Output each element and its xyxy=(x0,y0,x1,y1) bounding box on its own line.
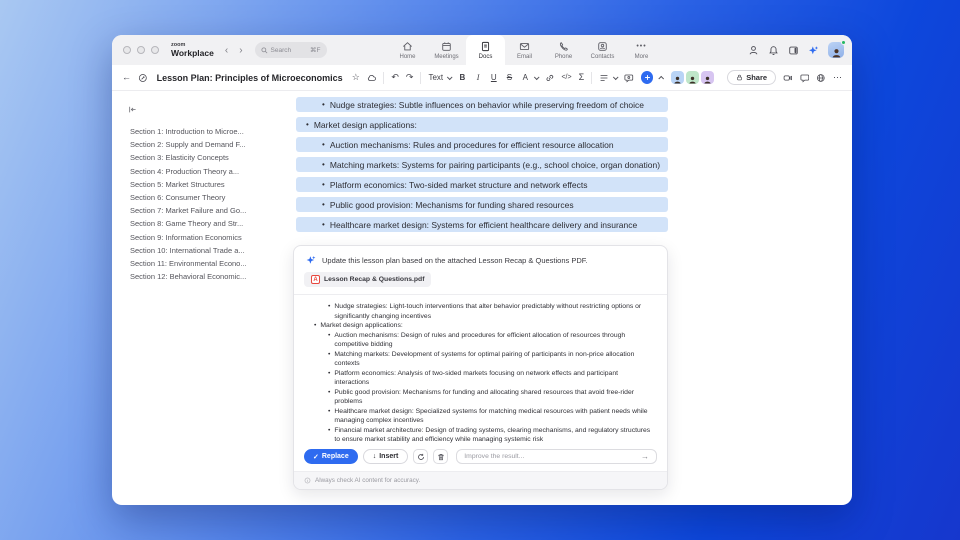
doc-bullet-line[interactable] xyxy=(296,197,668,212)
tab-home-label: Home xyxy=(399,53,416,60)
outline-item[interactable]: Section 11: Environmental Econo... xyxy=(130,259,247,269)
zoom-window-button[interactable] xyxy=(151,46,159,54)
chevron-down-icon xyxy=(447,74,453,80)
search-placeholder: Search xyxy=(270,46,292,54)
workplace-logo-text: Workplace xyxy=(171,47,214,58)
doc-line-text: Public good provision: Mechanisms for funding shared resources xyxy=(329,199,574,210)
plus-icon xyxy=(644,74,651,81)
list-format-dropdown[interactable] xyxy=(599,73,617,83)
bullet-icon: • xyxy=(322,200,325,209)
ai-companion-panel xyxy=(293,245,668,490)
bullet-icon: • xyxy=(328,369,331,377)
ai-bullet-text: Market design applications: xyxy=(320,322,403,329)
bullet-icon: • xyxy=(322,220,325,229)
outline-item[interactable]: Section 12: Behavioral Economic... xyxy=(130,272,247,282)
search-icon xyxy=(261,47,268,54)
ai-bullet-text: Public good provision: Mechanisms for funding and allocating shared resources that avoid free-rider problems xyxy=(334,388,634,405)
bullet-icon: • xyxy=(328,350,331,358)
tab-more[interactable] xyxy=(622,35,661,65)
back-button[interactable]: ← xyxy=(122,72,131,82)
doc-bullet-line[interactable] xyxy=(296,137,668,152)
pdf-file-icon: A xyxy=(311,275,320,284)
notifications-bell-icon[interactable] xyxy=(768,45,779,56)
comment-icon[interactable] xyxy=(624,73,634,83)
undo-button[interactable]: ↶ xyxy=(391,72,399,82)
code-icon[interactable]: </> xyxy=(561,74,572,81)
minimize-window-button[interactable] xyxy=(137,46,145,54)
tab-contacts[interactable] xyxy=(583,35,622,65)
bullet-icon: • xyxy=(328,331,331,339)
favorite-star-icon[interactable]: ☆ xyxy=(351,72,360,82)
outline-item[interactable]: Section 1: Introduction to Microe... xyxy=(130,127,244,136)
list-icon xyxy=(599,73,609,83)
avatar-person-icon xyxy=(831,47,842,58)
ai-prompt-text: Update this lesson plan based on the attached Lesson Recap & Questions PDF. xyxy=(322,255,588,265)
bullet-icon: • xyxy=(328,426,331,434)
avatar-person-icon xyxy=(703,75,712,84)
avatar-person-icon xyxy=(673,75,682,84)
titlebar-right-actions xyxy=(748,35,844,65)
ai-bullet-text: Matching markets: Development of systems for optimal pairing of participants in non-price allocation contexts xyxy=(334,350,635,367)
doc-bullet-line[interactable] xyxy=(296,97,668,112)
doc-bullet-line[interactable] xyxy=(296,217,668,232)
phone-icon xyxy=(558,41,569,52)
outline-item[interactable]: Section 6: Consumer Theory xyxy=(130,193,226,203)
tab-contacts-label: Contacts xyxy=(590,53,615,60)
tab-home[interactable] xyxy=(388,35,427,65)
tab-docs-label: Docs xyxy=(478,53,493,60)
docs-icon xyxy=(480,41,491,52)
outline-item[interactable]: Section 3: Elasticity Concepts xyxy=(130,153,229,163)
collaborator-avatars xyxy=(671,71,714,84)
refresh-icon xyxy=(417,453,425,461)
regenerate-button[interactable] xyxy=(413,449,428,464)
globe-icon[interactable] xyxy=(816,73,826,83)
ai-bullet xyxy=(308,321,653,331)
tab-phone-label: Phone xyxy=(554,53,573,60)
ai-prompt-row xyxy=(294,246,667,271)
collapse-toolbar-icon[interactable] xyxy=(659,75,665,81)
contacts-icon xyxy=(597,41,608,52)
search-input[interactable] xyxy=(255,42,327,58)
delete-button[interactable] xyxy=(433,449,448,464)
doc-bullet-line[interactable] xyxy=(296,157,668,172)
docs-home-icon[interactable] xyxy=(138,73,148,83)
window-controls xyxy=(123,46,159,54)
ai-bullet-text: Financial market architecture: Design of trading systems, clearing mechanisms, and regulatory structures to ensure market stability and efficiency while managing systemic risk xyxy=(334,426,651,443)
replace-button[interactable] xyxy=(304,449,358,464)
toolbar-overflow-icon[interactable]: ⋯ xyxy=(833,72,842,82)
ai-bullet xyxy=(308,369,653,388)
divider xyxy=(383,72,384,84)
bold-button[interactable]: B xyxy=(459,73,466,82)
side-panel-icon[interactable] xyxy=(788,45,799,56)
formula-icon[interactable]: Σ xyxy=(578,72,585,82)
ai-bullet xyxy=(308,407,653,426)
ai-disclaimer-text: Always check AI content for accuracy. xyxy=(315,477,421,484)
bullet-icon: • xyxy=(328,407,331,415)
submit-arrow-icon[interactable]: → xyxy=(641,452,649,461)
doc-line-text: Market design applications: xyxy=(313,119,417,130)
tab-email[interactable] xyxy=(505,35,544,65)
ai-bullet-text: Auction mechanisms: Design of rules and procedures for efficient allocation of resources through competitive bidding xyxy=(334,331,626,348)
doc-line-text: Healthcare market design: Systems for efficient healthcare delivery and insurance xyxy=(329,219,638,230)
improve-result-input[interactable] xyxy=(464,453,641,460)
online-status-dot xyxy=(841,40,846,45)
cloud-sync-icon[interactable] xyxy=(367,73,377,83)
zoom-logo-text: zoom xyxy=(171,42,186,48)
ai-bullet xyxy=(308,350,653,369)
bullet-icon: • xyxy=(314,322,317,329)
outline-sidebar xyxy=(112,91,292,505)
doc-bullet-line[interactable] xyxy=(296,177,668,192)
outline-item[interactable]: Section 7: Market Failure and Go... xyxy=(130,206,247,216)
main-nav xyxy=(388,35,661,65)
collaborator-avatar[interactable] xyxy=(671,71,684,84)
insert-label: Insert xyxy=(379,453,399,460)
insert-button[interactable] xyxy=(363,449,409,464)
bullet-icon: • xyxy=(322,180,325,189)
collaborator-avatar[interactable] xyxy=(686,71,699,84)
close-window-button[interactable] xyxy=(123,46,131,54)
share-button[interactable] xyxy=(727,70,776,85)
highlighted-selection xyxy=(296,97,668,237)
arrow-down-icon: ↓ xyxy=(372,453,377,460)
bullet-icon: • xyxy=(328,388,331,396)
history-back-button[interactable]: ‹ xyxy=(224,44,229,56)
divider xyxy=(420,72,421,84)
underline-button[interactable]: U xyxy=(490,73,497,82)
outline-list xyxy=(112,125,292,283)
trash-icon xyxy=(437,453,445,461)
text-color-label: A xyxy=(522,73,528,82)
content-area xyxy=(112,91,852,505)
outline-item[interactable]: Section 8: Game Theory and Str... xyxy=(130,219,244,229)
bullet-icon: • xyxy=(322,140,325,149)
ai-bullet-text: Healthcare market design: Specialized systems for matching medical resources with patient needs while managing complex incentives xyxy=(334,407,648,424)
ai-bullet-text: Platform economics: Analysis of two-sided markets focusing on network effects and participant interactions xyxy=(334,369,618,386)
tab-meetings[interactable] xyxy=(427,35,466,65)
more-icon: ••• xyxy=(636,42,647,50)
doc-bullet-line[interactable] xyxy=(296,117,668,132)
history-forward-button[interactable]: › xyxy=(239,44,243,56)
document-title: Lesson Plan: Principles of Microeconomics xyxy=(156,72,343,83)
tab-email-label: Email xyxy=(516,53,532,60)
bullet-icon: • xyxy=(322,160,325,169)
zoom-workplace-window xyxy=(112,35,852,505)
info-icon xyxy=(304,477,311,484)
outline-item[interactable]: Section 5: Market Structures xyxy=(130,179,225,189)
tab-meetings-label: Meetings xyxy=(434,53,459,60)
chevron-down-icon xyxy=(613,74,619,80)
email-icon xyxy=(519,41,530,52)
improve-result-field[interactable] xyxy=(456,449,657,464)
lock-icon xyxy=(736,74,743,81)
tab-more-label: More xyxy=(634,53,649,60)
divider xyxy=(591,72,592,84)
text-style-label: Text xyxy=(428,73,444,82)
video-camera-icon[interactable] xyxy=(783,73,793,83)
calendar-icon xyxy=(441,41,452,52)
share-label: Share xyxy=(746,73,768,82)
collaborator-avatar[interactable] xyxy=(701,71,714,84)
user-avatar[interactable] xyxy=(828,42,844,58)
link-icon[interactable] xyxy=(545,73,555,83)
italic-button[interactable]: I xyxy=(476,73,480,82)
zoom-workplace-logo xyxy=(171,43,214,57)
titlebar xyxy=(112,35,852,65)
ai-bullet xyxy=(308,388,653,407)
profile-icon[interactable] xyxy=(748,45,759,56)
avatar-person-icon xyxy=(688,75,697,84)
doc-line-text: Matching markets: Systems for pairing participants (e.g., school choice, organ donation) xyxy=(329,159,661,170)
document-toolbar xyxy=(112,65,852,91)
chat-icon[interactable] xyxy=(800,73,810,83)
outline-item[interactable]: Section 10: International Trade a... xyxy=(130,245,245,255)
bullet-icon: • xyxy=(322,100,325,109)
bullet-icon: • xyxy=(306,120,309,129)
ai-bullet xyxy=(308,331,653,350)
strikethrough-button[interactable]: S xyxy=(506,73,513,82)
ai-bullet xyxy=(308,426,653,445)
attachment-name: Lesson Recap & Questions.pdf xyxy=(324,276,425,283)
tab-phone[interactable] xyxy=(544,35,583,65)
chevron-down-icon xyxy=(534,74,540,80)
ai-sparkle-icon xyxy=(306,255,316,265)
collapse-sidebar-icon[interactable] xyxy=(128,105,137,114)
document-canvas[interactable] xyxy=(292,91,852,505)
redo-button[interactable]: ↷ xyxy=(405,72,414,82)
replace-label: Replace xyxy=(321,453,349,460)
text-color-dropdown[interactable] xyxy=(521,73,538,82)
ai-response-content xyxy=(294,295,667,444)
doc-line-text: Platform economics: Two-sided market structure and network effects xyxy=(329,179,588,190)
doc-line-text: Nudge strategies: Subtle influences on behavior while preserving freedom of choice xyxy=(329,99,645,110)
doc-line-text: Auction mechanisms: Rules and procedures for efficient resource allocation xyxy=(329,139,614,150)
attachment-chip[interactable] xyxy=(304,272,431,287)
tab-docs[interactable] xyxy=(466,35,505,65)
bullet-icon: • xyxy=(328,303,331,310)
outline-item[interactable]: Section 2: Supply and Demand F... xyxy=(130,140,246,150)
search-shortcut: ⌘F xyxy=(310,47,321,54)
ai-companion-icon[interactable] xyxy=(808,45,819,56)
check-icon: ✓ xyxy=(313,453,319,461)
outline-item[interactable]: Section 4: Production Theory a... xyxy=(130,166,240,176)
ai-bullet xyxy=(308,302,653,321)
ai-insert-button[interactable] xyxy=(641,71,654,84)
outline-item[interactable]: Section 9: Information Economics xyxy=(130,232,242,242)
ai-disclaimer xyxy=(294,471,667,489)
ai-action-bar xyxy=(294,444,667,471)
home-icon xyxy=(402,41,413,52)
ai-bullet-text: Nudge strategies: Light-touch interventions that alter behavior predictably without restricting options or significantly changing incentives xyxy=(334,303,642,320)
text-style-dropdown[interactable] xyxy=(428,73,451,82)
